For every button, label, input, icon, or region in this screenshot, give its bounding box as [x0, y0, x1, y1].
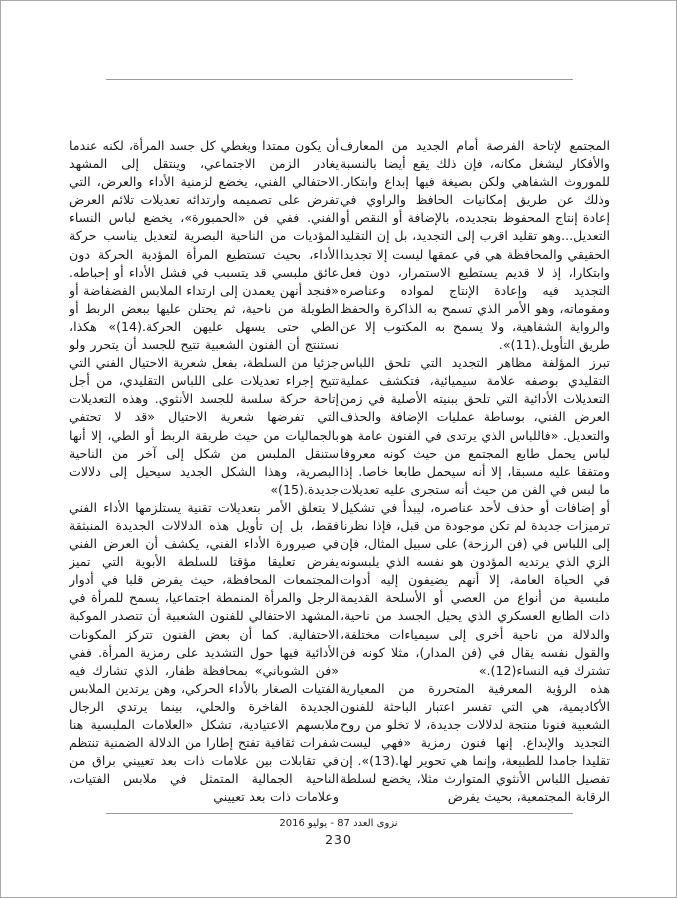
footer-rule — [106, 813, 573, 814]
footer-journal-line: نزوى العدد 87 - يوليو 2016 — [279, 818, 398, 829]
paragraph: المجتمع لإتاحة الفرصة أمام الجديد من المعارف والأفكار ليشغل مكانه، فإن ذلك يقع أيضا بالنسبة للموروث الشفاهي ولكن بصيغة فيها إبداع وابتكار. وذلك عن طريق إمكانيات الحافظ والراوي في إعادة إنتاج المحفوظ بتجديده، بالإضافة أو النقص أو التعديل...وهو تقليد اقرب إلى التجديد، بل إن التقليد الحقيقي والمحافظة هي في عمقها ليست إلا تجديدا وابتكارا، إذ لا قديم يستطيع الاستمرار، دون فعل التجديد فيه وإعادة الإنتاج لمواده وعناصره ومقوماته، وهو الأمر الذي تسمح به الذاكرة والحفظ والرواية الشفاهية، ولا يسمح به المكتوب إلا عن طريق التأويل.(11)». — [340, 138, 610, 353]
text-column-right — [340, 137, 610, 809]
paragraph: تبرز المؤلفة مظاهر التجديد التي تلحق اللباس التقليدي بوصفه علامة سيميائية، فتكشف عملية التعديلات الأدائية التي تلحق ببنيته الأصلية في زمن العرض الفني، بوساطة عمليات الإضافة والحذف والتعديل. «فاللباس الذي يرتدى في الفنون عامة هو لباس يحمل طابع المجتمع من حيث كونه معروفا ومتفقا عليه مسبقا، إلا أنه سيحمل طابعا خاصا. إذا ما لبس في الفن من حيث أنه ستجرى عليه تعديلات أو إضافات أو حذف لأحد عناصره، ليبدأ في تشكيل ترميزات جديدة لم تكن موجودة من قبل، فإذا نظرنا إلى اللباس في (فن الرزحة) على سبيل المثال، فإن الزي الذي يرتديه المؤدون هو نفسه الذي يلبسونه في الحياة العامة، إلا أنهم يضيفون إليه أدوات ملبسية من أنواع من العصي أو الأسلحة القديمة ذات الطابع العسكري الذي يحيل الجسد من ناحية، والدلالة من ناحية أخرى إلى سيمياءات مختلفة، والقول نفسه يقال في (فن المدار)، مثلا كونه فن تشترك فيه النساء(12).» — [340, 355, 610, 678]
paragraph: هذه الرؤية المعرفية المتحررة من المعيارية الأكاديمية، هي التي تفسر اعتبار الباحثة للفنون الشعبية فنونا منتجة لدلالات جديدة، لا تخلو من روح التجديد والإبداع. إنها فنون رمزية «فهي ليست تقليدا جامدا للطبيعة، وإنما هي تحوير لها.(13)». إن تفصيل اللباس الأنثوي المتوارث مثلا، يخضع لسلطة الرقابة المجتمعية، بحيث يفرض — [340, 680, 610, 805]
footer-page-number: 230 — [325, 832, 352, 847]
text-column-left — [69, 137, 339, 809]
header-rule — [106, 79, 573, 80]
paragraph: لا يتعلق الأمر بتعديلات تقنية يستلزمها الأداء الفني فقط، بل إن تأويل هذه الدلالات الجديدة المنبثقة في صيرورة الأداء الفني، يكشف أن العرض الفني يفرض تعليقا مؤقتا للسلطة الأبوية التي تميز المجتمعات المحافظة، حيث يفرض قلبا في أدوار الرجل والمرأة المنمطة اجتماعيا، يسمح للمرأة في المشهد الاحتفالي للفنون الشعبية أن تتصدر الموكبة الاحتفالية. كما أن بعض الفنون تتركز المكونات الأدائية فيها حول التشديد على رمزية المرأة. ففي «فن الشوباني» بمحافظة ظفار، الذي تشارك فيه الفتيات الصغار بالأداء الحركي، وهن يرتدين الملابس الجديدة الفاخرة والحلي، بينما يرتدي الرجال ملابسهم الاعتيادية، تشكل «العلامات الملبسية هنا شفرات ثقافية تفتح إطارا من الدلالة الضمنية تنتظم في تقابلات بين علامات ذات بعد تعييني براق من الناحية الجمالية المتمثل في ملابس الفتيات، وعلامات ذات بعد تعييني — [69, 499, 339, 805]
paragraph: أن يكون ممتدا ويغطي كل جسد المرأة، لكنه عندما يغادر الزمن الاجتماعي، وينتقل إلى المشهد الاحتفالي الفني، يخضع لزمنية الأداء والعرض، التي تفرض على تصميمه وارتدائه تعديلات تلائم العرض الفني. ففي فن «الحمبورة»، يخضع لباس النساء المؤديات من الناحية البصرية لتعديل يناسب حركة الأداء، بحيث تستطيع المرأة المؤدية الحركة دون عائق ملبسي قد يتسبب في فشل الأداء أو إحباطه. «فنجد أنهن يعمدن إلى ارتداء الملابس الفضفاضة أو الطويلة من ناحية، ثم يحتلن عليها ببعض الربط أو الطي حتى يسهل عليهن الحركة.(14)» هكذا، نستنتج أن الفنون الشعبية تتيح للجسد أن يتحرر ولو جزئيا من السلطة، بفعل شعرية الاحتيال الفني التي تتيح إجراء تعديلات على اللباس التقليدي، من أجل إتاحة حركة سلسة للجسد الأنثوي. وهذه التعديلات التي تفرضها شعرية الاحتيال «قد لا تحتفي بالجماليات من حيث طريقة الربط أو الطي، إلا أنها ستنقل الملبس من شكل إلى آخر من الناحية البصرية، وهذا الشكل الجديد سيحيل إلى دلالات جديدة.(15)» — [69, 138, 339, 497]
